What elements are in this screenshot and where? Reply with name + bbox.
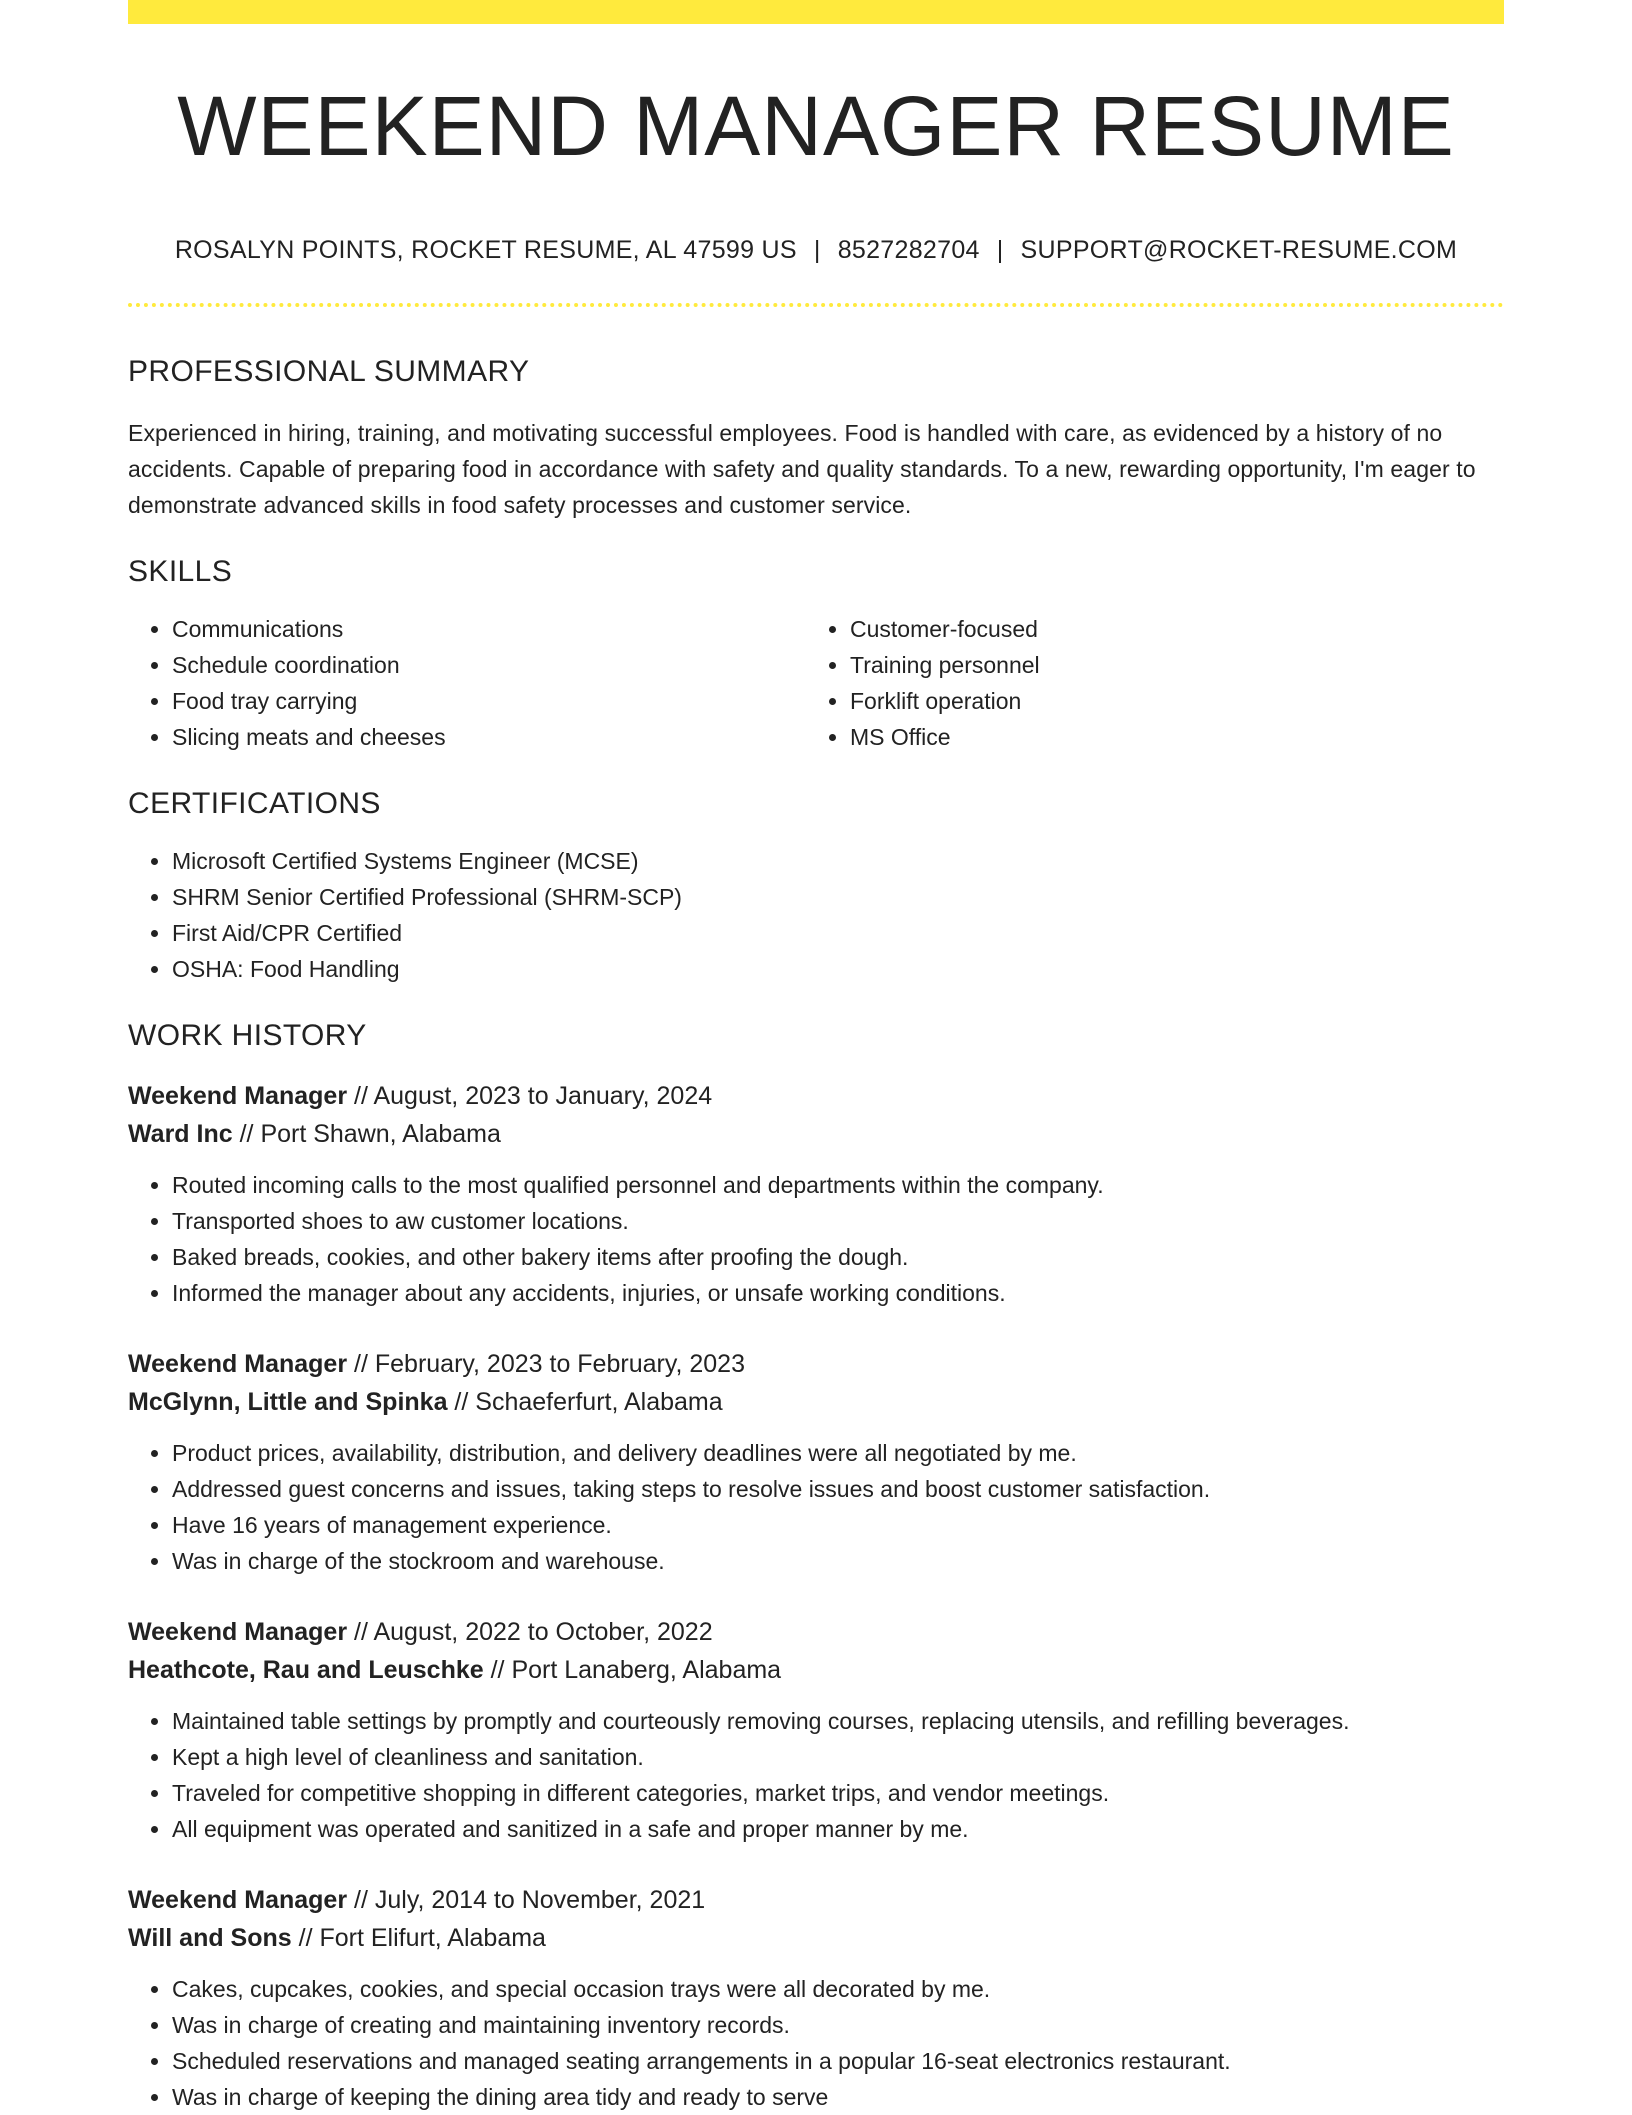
job-bullets	[128, 1435, 1504, 1579]
contact-email: SUPPORT@ROCKET-RESUME.COM	[1020, 236, 1458, 264]
job-divider: //	[347, 1350, 375, 1378]
work-history-heading: WORK HISTORY	[128, 1019, 367, 1052]
skill-item: • Forklift operation	[850, 683, 1550, 719]
job-company-line	[128, 1919, 1504, 1957]
skills-grid	[128, 587, 1504, 755]
job-divider: //	[447, 1388, 476, 1416]
job-bullet: • Traveled for competitive shopping in different categories, market trips, and vendor meetings.	[172, 1775, 1504, 1811]
job-company-line	[128, 1383, 1504, 1421]
certification-item: • OSHA: Food Handling	[172, 951, 1504, 987]
job-bullet: • All equipment was operated and sanitized in a safe and proper manner by me.	[172, 1811, 1504, 1847]
job-title-line	[128, 1613, 1504, 1651]
job-title: Weekend Manager	[128, 1886, 348, 1914]
certification-item: • Microsoft Certified Systems Engineer (MCSE)	[172, 843, 1504, 879]
skill-item: • Food tray carrying	[172, 683, 806, 719]
skills-heading: SKILLS	[128, 555, 233, 588]
job-divider: //	[347, 1886, 375, 1914]
page-title: WEEKEND MANAGER RESUME	[177, 79, 1455, 173]
job-bullet: • Transported shoes to aw customer locations.	[172, 1203, 1504, 1239]
job-entry	[128, 1881, 1504, 2115]
certification-item: • SHRM Senior Certified Professional (SHRM-SCP)	[172, 879, 1504, 915]
job-divider: //	[232, 1120, 261, 1148]
summary-heading: PROFESSIONAL SUMMARY	[128, 355, 530, 388]
job-company: McGlynn, Little and Spinka	[128, 1388, 448, 1416]
job-dates: August, 2022 to October, 2022	[373, 1618, 713, 1646]
job-bullets	[128, 1703, 1504, 1847]
skills-list-left	[128, 611, 806, 755]
job-bullet: • Scheduled reservations and managed seating arrangements in a popular 16-seat electronics restaurant.	[172, 2043, 1504, 2079]
skill-item: • Communications	[172, 611, 806, 647]
job-bullet: • Addressed guest concerns and issues, taking steps to resolve issues and boost customer satisfaction.	[172, 1471, 1504, 1507]
job-company: Ward Inc	[128, 1120, 233, 1148]
job-bullet: • Maintained table settings by promptly and courteously removing courses, replacing utensils, and refilling beverages.	[172, 1703, 1504, 1739]
job-company-line	[128, 1115, 1504, 1153]
job-bullet: • Routed incoming calls to the most qualified personnel and departments within the company.	[172, 1167, 1504, 1203]
job-location: Port Shawn, Alabama	[260, 1120, 501, 1148]
job-bullet: • Informed the manager about any accidents, injuries, or unsafe working conditions.	[172, 1275, 1504, 1311]
job-bullet: • Baked breads, cookies, and other bakery items after proofing the dough.	[172, 1239, 1504, 1275]
job-entry	[128, 1613, 1504, 1847]
job-location: Fort Elifurt, Alabama	[319, 1924, 546, 1952]
job-title: Weekend Manager	[128, 1350, 348, 1378]
skills-list-right	[806, 611, 1550, 755]
certifications-list	[128, 843, 1504, 987]
job-bullet: • Was in charge of the stockroom and warehouse.	[172, 1543, 1504, 1579]
skill-item: • Customer-focused	[850, 611, 1550, 647]
job-title-line	[128, 1345, 1504, 1383]
job-title: Weekend Manager	[128, 1082, 348, 1110]
job-divider: //	[347, 1618, 374, 1646]
job-bullet: • Have 16 years of management experience.	[172, 1507, 1504, 1543]
job-company: Heathcote, Rau and Leuschke	[128, 1656, 484, 1684]
skill-item: • MS Office	[850, 719, 1550, 755]
job-bullets	[128, 1971, 1504, 2115]
job-bullet: • Kept a high level of cleanliness and sanitation.	[172, 1739, 1504, 1775]
job-entry	[128, 1345, 1504, 1579]
job-company: Will and Sons	[128, 1924, 292, 1952]
certifications-heading: CERTIFICATIONS	[128, 787, 381, 820]
job-company-line	[128, 1651, 1504, 1689]
contact-phone: 8527282704	[837, 236, 980, 264]
contact-address: ROSALYN POINTS, ROCKET RESUME, AL 47599 US	[174, 236, 797, 264]
header-divider	[128, 303, 1504, 307]
job-bullet: • Was in charge of keeping the dining area tidy and ready to serve	[172, 2079, 1504, 2115]
job-location: Schaeferfurt, Alabama	[475, 1388, 723, 1416]
contact-separator: |	[996, 236, 1004, 264]
job-divider: //	[347, 1082, 374, 1110]
summary-text: Experienced in hiring, training, and motivating successful employees. Food is handled with care, as evidenced by a history of no accidents. Capable of preparing food in accordance with safety and quality standards. To a new, rewarding opportunity, I'm eager to demonstrate advanced skills in food safety processes and customer service.	[128, 420, 1476, 518]
job-bullet: • Cakes, cupcakes, cookies, and special occasion trays were all decorated by me.	[172, 1971, 1504, 2007]
job-title-line	[128, 1881, 1504, 1919]
contact-separator: |	[813, 236, 821, 264]
job-dates: August, 2023 to January, 2024	[373, 1082, 713, 1110]
job-entry	[128, 1077, 1504, 1311]
job-bullet: • Product prices, availability, distribution, and delivery deadlines were all negotiated by me.	[172, 1435, 1504, 1471]
job-divider: //	[483, 1656, 512, 1684]
resume-page	[128, 0, 1504, 2115]
skill-item: • Schedule coordination	[172, 647, 806, 683]
job-bullet: • Was in charge of creating and maintaining inventory records.	[172, 2007, 1504, 2043]
skill-item: • Slicing meats and cheeses	[172, 719, 806, 755]
job-dates: July, 2014 to November, 2021	[374, 1886, 706, 1914]
job-dates: February, 2023 to February, 2023	[374, 1350, 745, 1378]
job-divider: //	[291, 1924, 320, 1952]
job-title-line	[128, 1077, 1504, 1115]
top-accent-bar	[128, 0, 1504, 24]
job-bullets	[128, 1167, 1504, 1311]
certification-item: • First Aid/CPR Certified	[172, 915, 1504, 951]
skill-item: • Training personnel	[850, 647, 1550, 683]
job-title: Weekend Manager	[128, 1618, 348, 1646]
contact-line	[128, 238, 1504, 263]
job-location: Port Lanaberg, Alabama	[511, 1656, 782, 1684]
